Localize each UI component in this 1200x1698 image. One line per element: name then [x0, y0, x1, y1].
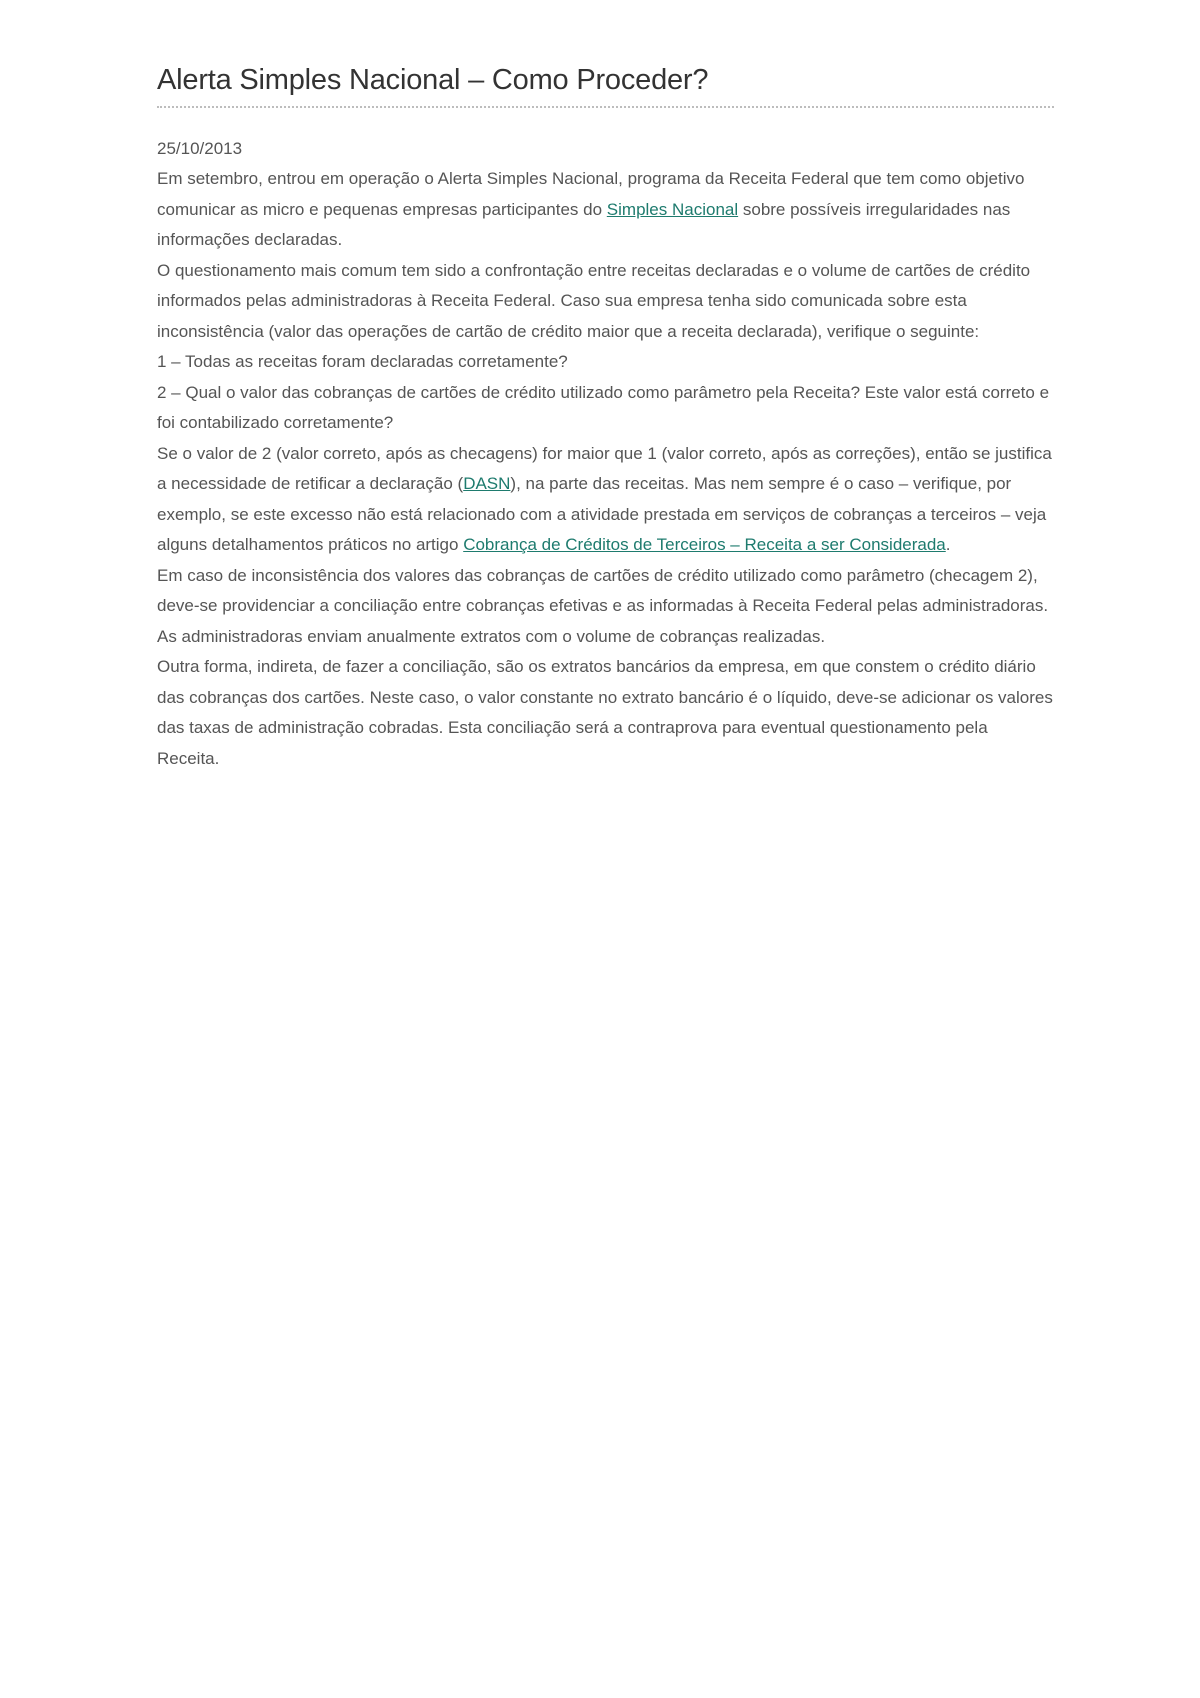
paragraph-rectification-text-middle: ), na parte das receitas. Mas nem sempre é o caso – verifique, por exemplo, se este excesso não está relacionado com a atividade prestada em serviços de cobranças a terceiros – veja alguns detalhamentos práticos no artigo — [157, 474, 1047, 555]
check-item-1: 1 – Todas as receitas foram declaradas corretamente? — [157, 352, 568, 372]
paragraph-intro-text: Em setembro, entrou em operação o Alerta Simples Nacional, programa da Receita Federal que tem como objetivo comunicar as micro e pequenas empresas participantes do — [157, 169, 1025, 219]
paragraph-inconsistency: Em caso de inconsistência dos valores das cobranças de cartões de crédito utilizado como parâmetro (checagem 2), deve-se providenciar a conciliação entre cobranças efetivas e as informadas à Receita Federal pelas administradoras. As administradoras enviam anualmente extratos com o volume de cobranças realizadas. — [157, 565, 1049, 646]
paragraph-intro — [157, 164, 1054, 256]
paragraph-intro-text-end: sobre possíveis irregularidades nas informações declaradas. — [157, 199, 1011, 250]
simples-nacional-link[interactable]: Simples Nacional — [606, 199, 739, 219]
dasn-link[interactable]: DASN — [463, 474, 511, 494]
article — [157, 62, 1054, 774]
page-title: Alerta Simples Nacional – Como Proceder? — [157, 64, 709, 96]
paragraph-rectification — [157, 439, 1054, 561]
check-item-2: 2 – Qual o valor das cobranças de cartões de crédito utilizado como parâmetro pela Receita? Este valor está correto e foi contabilizado corretamente? — [157, 382, 1050, 433]
cobranca-creditos-terceiros-link[interactable]: Cobrança de Créditos de Terceiros – Receita a ser Considerada — [463, 535, 946, 555]
post-date: 25/10/2013 — [157, 139, 243, 159]
paragraph-rectification-text-end: . — [945, 535, 951, 555]
paragraph-questioning: O questionamento mais comum tem sido a confrontação entre receitas declaradas e o volume de cartões de crédito informados pelas administradoras à Receita Federal. Caso sua empresa tenha sido comunicada sobre esta inconsistência (valor das operações de cartão de crédito maior que a receita declarada), verifique o seguinte: — [157, 260, 1031, 341]
paragraph-reconciliation: Outra forma, indireta, de fazer a conciliação, são os extratos bancários da empresa, em que constem o crédito diário das cobranças dos cartões. Neste caso, o valor constante no extrato bancário é o líquido, deve-se adicionar os valores das taxas de administração cobradas. Esta conciliação será a contraprova para eventual questionamento pela Receita. — [157, 657, 1053, 768]
title-divider — [157, 106, 1054, 108]
paragraph-rectification-text: Se o valor de 2 (valor correto, após as checagens) for maior que 1 (valor correto, após as correções), então se justifica a necessidade de retificar a declaração ( — [157, 443, 1052, 494]
